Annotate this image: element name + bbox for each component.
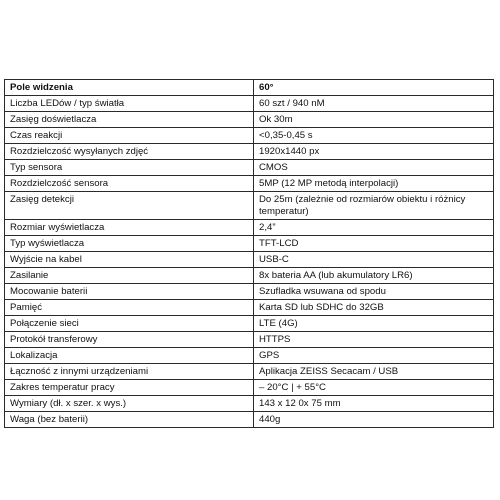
table-row xyxy=(5,160,494,176)
spec-label: Zakres temperatur pracy xyxy=(5,380,254,396)
specs-table-body xyxy=(5,80,494,428)
spec-value: – 20°C | + 55°C xyxy=(254,380,494,396)
spec-value: TFT-LCD xyxy=(254,236,494,252)
table-row xyxy=(5,220,494,236)
spec-value: HTTPS xyxy=(254,332,494,348)
table-row xyxy=(5,236,494,252)
spec-label: Protokół transferowy xyxy=(5,332,254,348)
spec-value: GPS xyxy=(254,348,494,364)
spec-value: Ok 30m xyxy=(254,112,494,128)
spec-label: Zasięg doświetlacza xyxy=(5,112,254,128)
spec-label: Połączenie sieci xyxy=(5,316,254,332)
spec-label: Łączność z innymi urządzeniami xyxy=(5,364,254,380)
spec-value: 2,4” xyxy=(254,220,494,236)
table-row xyxy=(5,96,494,112)
table-row xyxy=(5,332,494,348)
spec-label: Rozmiar wyświetlacza xyxy=(5,220,254,236)
spec-value: 143 x 12 0x 75 mm xyxy=(254,396,494,412)
table-row xyxy=(5,192,494,220)
spec-value: Szufladka wsuwana od spodu xyxy=(254,284,494,300)
spec-value: 440g xyxy=(254,412,494,428)
spec-label: Typ wyświetlacza xyxy=(5,236,254,252)
spec-label: Czas reakcji xyxy=(5,128,254,144)
spec-label: Zasilanie xyxy=(5,268,254,284)
table-row xyxy=(5,252,494,268)
table-row xyxy=(5,364,494,380)
table-row xyxy=(5,300,494,316)
spec-label: Wyjście na kabel xyxy=(5,252,254,268)
spec-value: 1920x1440 px xyxy=(254,144,494,160)
spec-label: Mocowanie baterii xyxy=(5,284,254,300)
spec-label: Rozdzielczość sensora xyxy=(5,176,254,192)
spec-label: Liczba LEDów / typ światła xyxy=(5,96,254,112)
spec-value: LTE (4G) xyxy=(254,316,494,332)
spec-label: Pamięć xyxy=(5,300,254,316)
spec-label: Pole widzenia xyxy=(5,80,254,96)
spec-value: 60° xyxy=(254,80,494,96)
table-row xyxy=(5,128,494,144)
table-row xyxy=(5,284,494,300)
spec-label: Lokalizacja xyxy=(5,348,254,364)
table-row xyxy=(5,348,494,364)
spec-value: Aplikacja ZEISS Secacam / USB xyxy=(254,364,494,380)
table-row xyxy=(5,412,494,428)
table-row xyxy=(5,112,494,128)
spec-value: Do 25m (zależnie od rozmiarów obiektu i różnicy temperatur) xyxy=(254,192,494,220)
table-row xyxy=(5,268,494,284)
spec-value: 60 szt / 940 nM xyxy=(254,96,494,112)
specs-table xyxy=(4,79,494,428)
table-row xyxy=(5,176,494,192)
spec-value: USB-C xyxy=(254,252,494,268)
spec-value: 5MP (12 MP metodą interpolacji) xyxy=(254,176,494,192)
table-row xyxy=(5,380,494,396)
table-row xyxy=(5,144,494,160)
spec-value: CMOS xyxy=(254,160,494,176)
table-row xyxy=(5,80,494,96)
table-row xyxy=(5,396,494,412)
table-row xyxy=(5,316,494,332)
spec-label: Zasięg detekcji xyxy=(5,192,254,220)
spec-value: <0,35-0,45 s xyxy=(254,128,494,144)
spec-label: Waga (bez baterii) xyxy=(5,412,254,428)
spec-label: Wymiary (dł. x szer. x wys.) xyxy=(5,396,254,412)
spec-label: Typ sensora xyxy=(5,160,254,176)
spec-label: Rozdzielczość wysyłanych zdjęć xyxy=(5,144,254,160)
spec-value: Karta SD lub SDHC do 32GB xyxy=(254,300,494,316)
spec-value: 8x bateria AA (lub akumulatory LR6) xyxy=(254,268,494,284)
